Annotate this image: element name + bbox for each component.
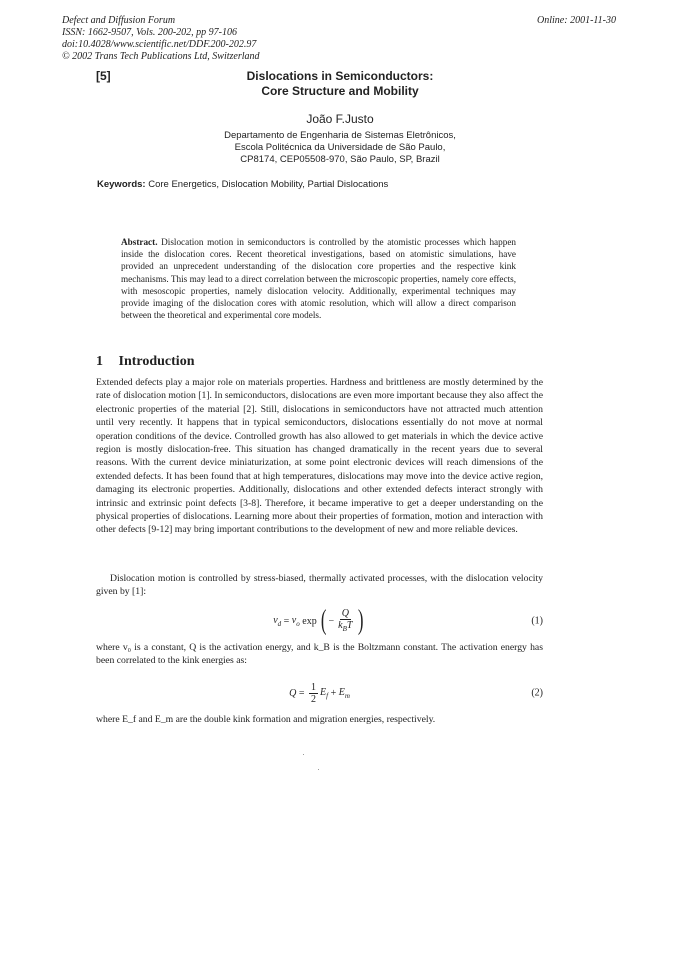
online-date: Online: 2001-11-30	[537, 15, 616, 26]
title-line-1: Dislocations in Semiconductors:	[246, 69, 434, 83]
doi-line: doi:10.4028/www.scientific.net/DDF.200-202.97	[62, 39, 257, 50]
abstract-label: Abstract.	[121, 237, 158, 247]
keywords-label: Keywords:	[97, 179, 146, 190]
equation-2-number: (2)	[531, 687, 543, 699]
journal-header	[62, 15, 260, 63]
scan-speck	[318, 769, 319, 770]
paragraph-2: Dislocation motion is controlled by stress-biased, thermally activated processes, with the dislocation velocity given by [1]:	[96, 573, 543, 598]
paragraph-3: where v₀ is a constant, Q is the activation energy, and k_B is the Boltzmann constant. The activation energy has been correlated to the kink energies as:	[96, 642, 543, 667]
equation-1	[96, 603, 543, 639]
issn-line: ISSN: 1662-9507, Vols. 200-202, pp 97-106	[62, 27, 237, 38]
abstract	[121, 236, 516, 321]
equation-2-formula: Q = $\frac{1}{2}$ $E_f$ + $E_m$	[289, 681, 350, 705]
reference-number: [5]	[96, 69, 111, 83]
paragraph-4: where E_f and E_m are the double kink formation and migration energies, respectively.	[96, 714, 436, 725]
equation-1-number: (1)	[531, 615, 543, 627]
paper-title	[140, 69, 540, 99]
abstract-text: Dislocation motion in semiconductors is controlled by the atomistic processes which happen inside the dislocation cores. Recent theoretical investigations, based on atomistic simulations, have provided an unprecedent understanding of the dislocation core properties and the respective kink mechanisms. This may lead to a direct correlation between the microscopic properties, namely core effects, with mesoscopic properties, namely dislocation velocity. Additionally, experimental techniques may provide imaging of the dislocation cores with atomic resolution, which will allow a direct comparison between the theoretical and experimental core models.	[121, 237, 516, 321]
section-number: 1	[96, 354, 103, 369]
equation-1-formula: $v_d$ = $v_o$ exp ( − $\frac{Q}{k_BT}$ )	[273, 605, 364, 636]
journal-name: Defect and Diffusion Forum	[62, 15, 176, 26]
paragraph-1: Extended defects play a major role on materials properties. Hardness and brittleness are mostly determined by the rate of dislocation motion [1]. In semiconductors, dislocations are even more important because they also affect the electronic properties of the material [2]. Still, dislocations in semiconductors have not attracted much attention until very recently. It happens that in typical semiconductors, dislocations essentially do not move at normal operation conditions of the device. Controlled growth has also allowed to get materials in which the device active region is mostly dislocation-free. This situation has changed dramatically in the recent years due to several reasons. With the current device miniaturization, at some point electronic devices will reach dimensions of the extended defects. It has been found that at high temperatures, dislocations may move into the device active region, damaging its electronic properties. Additionally, dislocations and other extended defects interact strongly with intrinsic and extrinsic point defects [3-8]. Therefore, it became imperative to get a deeper understanding on the physical properties of dislocations. Learning more about their properties of formation, motion and interaction with other defects [9-12] may bring important contributions to the development of new and more reliable devices.	[96, 377, 543, 536]
affiliation-line-2: Escola Politécnica da Universidade de São Paulo,	[234, 142, 446, 153]
affiliation-line-1: Departamento de Engenharia de Sistemas Eletrônicos,	[224, 130, 456, 141]
equation-2	[96, 678, 543, 708]
affiliation-line-3: CP8174, CEP05508-970, São Paulo, SP, Brazil	[240, 154, 440, 165]
scan-speck	[303, 754, 304, 755]
affiliation	[140, 130, 540, 166]
copyright-line: © 2002 Trans Tech Publications Ltd, Switzerland	[62, 51, 260, 62]
keywords-list: Core Energetics, Dislocation Mobility, Partial Dislocations	[148, 179, 389, 190]
title-line-2: Core Structure and Mobility	[261, 84, 419, 98]
section-heading	[96, 354, 194, 370]
section-title: Introduction	[118, 354, 195, 369]
author-name: João F.Justo	[306, 112, 374, 126]
keywords	[97, 179, 388, 190]
